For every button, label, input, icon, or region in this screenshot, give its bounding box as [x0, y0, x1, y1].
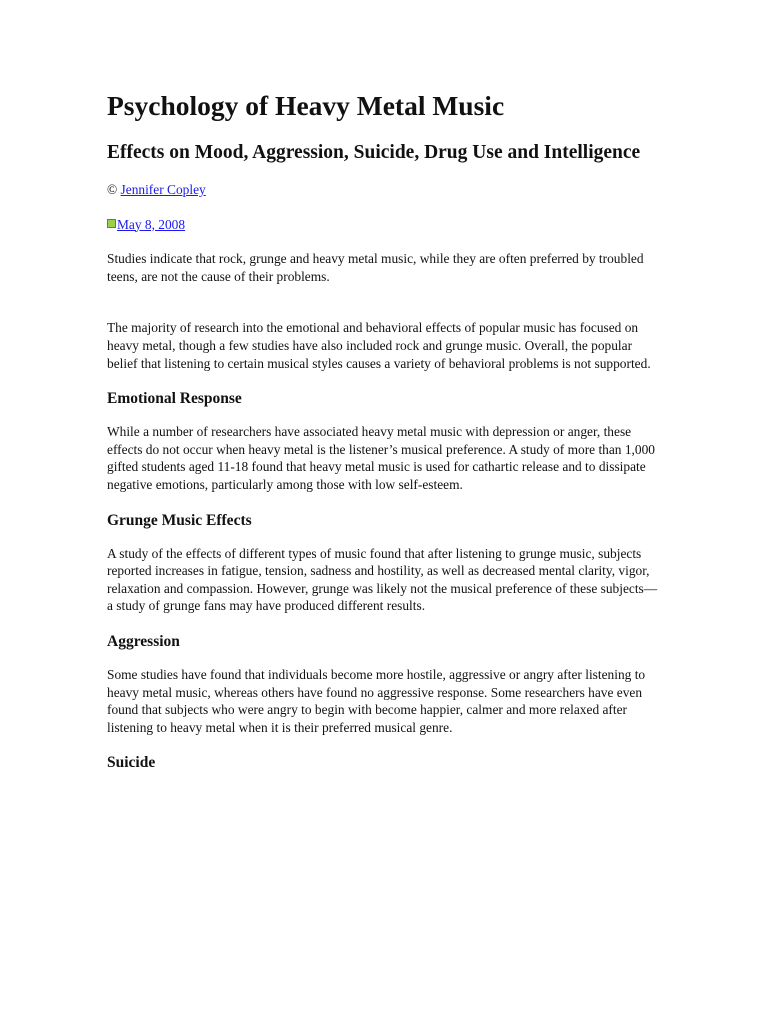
calendar-icon: [107, 219, 116, 228]
author-link[interactable]: Jennifer Copley: [120, 182, 206, 197]
date-line: [107, 216, 663, 234]
section-heading-suicide: Suicide: [107, 754, 156, 772]
article: [107, 88, 663, 787]
section-text-grunge-music-effects: A study of the effects of different types of music found that after listening to grunge music, subjects reported increases in fatigue, tension, sadness and hostility, as well as decreased mental clarity, vigor, relaxation and compassion. However, grunge was likely not the musical preference of these subjects—a study of grunge fans may have produced different results.: [107, 545, 658, 614]
byline: [107, 181, 663, 199]
section-heading-grunge-music-effects: Grunge Music Effects: [107, 511, 252, 529]
page-title: Psychology of Heavy Metal Music: [107, 90, 505, 121]
date-link[interactable]: May 8, 2008: [117, 216, 186, 232]
intro-paragraph: Studies indicate that rock, grunge and heavy metal music, while they are often preferred by troubled teens, are not the cause of their problems.: [107, 251, 644, 284]
section-heading-aggression: Aggression: [107, 632, 180, 650]
page-subtitle: Effects on Mood, Aggression, Suicide, Drug Use and Intelligence: [107, 142, 641, 163]
overview-paragraph: The majority of research into the emotional and behavioral effects of popular music has focused on heavy metal, though a few studies have also included rock and grunge music. Overall, the popular belief that listening to certain musical styles causes a variety of behavioral problems is not supported.: [107, 320, 651, 371]
copyright-symbol: ©: [107, 182, 118, 197]
section-text-emotional-response: While a number of researchers have associated heavy metal music with depression or anger, these effects do not occur when heavy metal is the listener’s musical preference. A study of more than 1,000 gifted students aged 11-18 found that heavy metal music is used for cathartic release and to dissipate negative emotions, particularly among those with low self-esteem.: [107, 424, 655, 492]
section-heading-emotional-response: Emotional Response: [107, 390, 242, 408]
section-text-aggression: Some studies have found that individuals become more hostile, aggressive or angry after listening to heavy metal music, whereas others have found no aggressive response. Some researchers have even found that subjects who were angry to begin with become happier, calmer and more relaxed after listening to heavy metal when it is their preferred musical genre.: [107, 666, 646, 735]
